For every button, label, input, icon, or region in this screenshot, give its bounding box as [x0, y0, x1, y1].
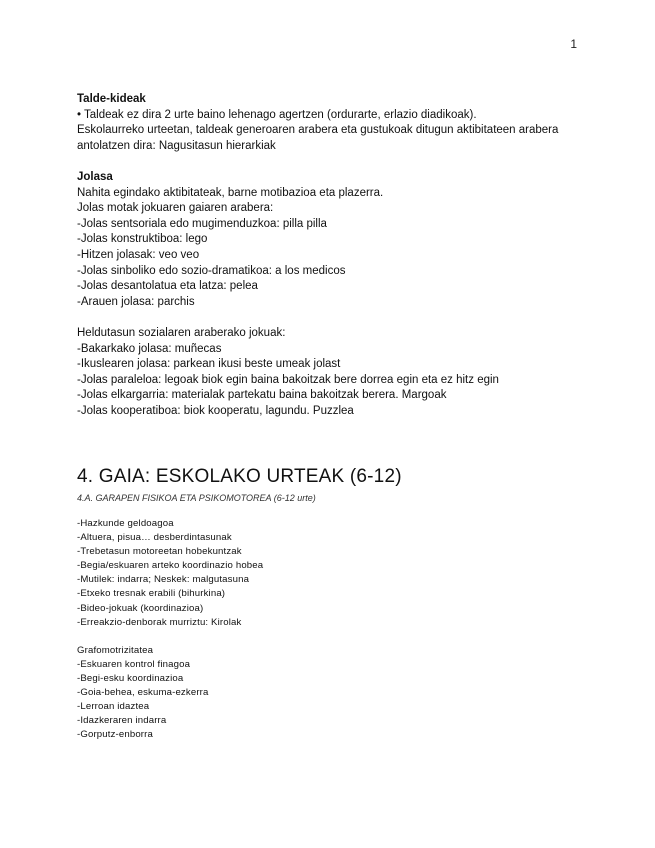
list-item: -Erreakzio-denborak murriztu: Kirolak	[77, 616, 242, 628]
list-item: -Jolas kooperatiboa: biok kooperatu, lagundu. Puzzlea	[77, 404, 354, 417]
chapter-subheading: 4.A. GARAPEN FISIKOA ETA PSIKOMOTOREA (6-12 urte)	[77, 493, 316, 503]
paragraph-line: Nahita egindako aktibitateak, barne motibazioa eta plazerra.	[77, 186, 384, 199]
list-item: -Bakarkako jolasa: muñecas	[77, 342, 222, 355]
list-title: Grafomotrizitatea	[77, 644, 154, 656]
section-talde-kideak	[77, 92, 577, 154]
section-title: Jolasa	[77, 171, 113, 183]
list-item: -Gorputz-enborra	[77, 729, 153, 741]
list-item: -Mutilek: indarra; Neskek: malgutasuna	[77, 574, 250, 586]
list-item: -Goia-behea, eskuma-ezkerra	[77, 687, 209, 699]
list-item: -Jolas desantolatua eta latza: pelea	[77, 280, 258, 293]
chapter-section	[77, 466, 577, 503]
list-item: -Jolas sentsoriala edo mugimenduzkoa: pilla pilla	[77, 217, 327, 230]
list-item: -Altuera, pisua… desberdintasunak	[77, 532, 232, 544]
list-item: -Idazkeraren indarra	[77, 715, 167, 727]
list-item: -Begi-esku koordinazioa	[77, 673, 184, 685]
section-jolasa	[77, 170, 577, 420]
chapter-heading: 4. GAIA: ESKOLAKO URTEAK (6-12)	[77, 466, 402, 487]
list-item: -Jolas sinboliko edo sozio-dramatikoa: a los medicos	[77, 264, 346, 277]
paragraph-line: • Taldeak ez dira 2 urte baino lehenago agertzen (ordurarte, erlazio diadikoak).	[77, 108, 477, 121]
list-item: -Trebetasun motoreetan hobekuntzak	[77, 546, 242, 558]
list-item: -Jolas elkargarria: materialak partekatu baina bakoitzak berera. Margoak	[77, 389, 447, 402]
list-item: -Lerroan idaztea	[77, 701, 150, 713]
list-item: -Eskuaren kontrol finagoa	[77, 658, 191, 670]
list-item: -Hitzen jolasak: veo veo	[77, 248, 200, 261]
page-number: 1	[570, 37, 577, 51]
list-item: -Jolas konstruktiboa: lego	[77, 233, 208, 246]
paragraph-line: Jolas motak jokuaren gaiaren arabera:	[77, 202, 274, 215]
list-item: -Ikuslearen jolasa: parkean ikusi beste umeak jolast	[77, 358, 341, 371]
list-item: -Arauen jolasa: parchis	[77, 295, 195, 308]
list-item: -Begia/eskuaren arteko koordinazio hobea	[77, 560, 264, 572]
section-title: Talde-kideak	[77, 93, 146, 105]
paragraph-line: antolatzen dira: Nagusitasun hierarkiak	[77, 139, 276, 152]
list-item: -Jolas paraleloa: legoak biok egin baina bakoitzak bere dorrea egin eta ez hitz egin	[77, 373, 499, 386]
list-item: -Bideo-jokuak (koordinazioa)	[77, 602, 204, 614]
development-list	[77, 517, 577, 743]
list-item: -Hazkunde geldoagoa	[77, 518, 174, 529]
list-item: -Etxeko tresnak erabili (bihurkina)	[77, 588, 226, 600]
paragraph-line: Heldutasun sozialaren araberako jokuak:	[77, 326, 286, 339]
paragraph-line: Eskolaurreko urteetan, taldeak generoaren arabera eta gustukoak ditugun aktibitateen arabera	[77, 124, 559, 137]
